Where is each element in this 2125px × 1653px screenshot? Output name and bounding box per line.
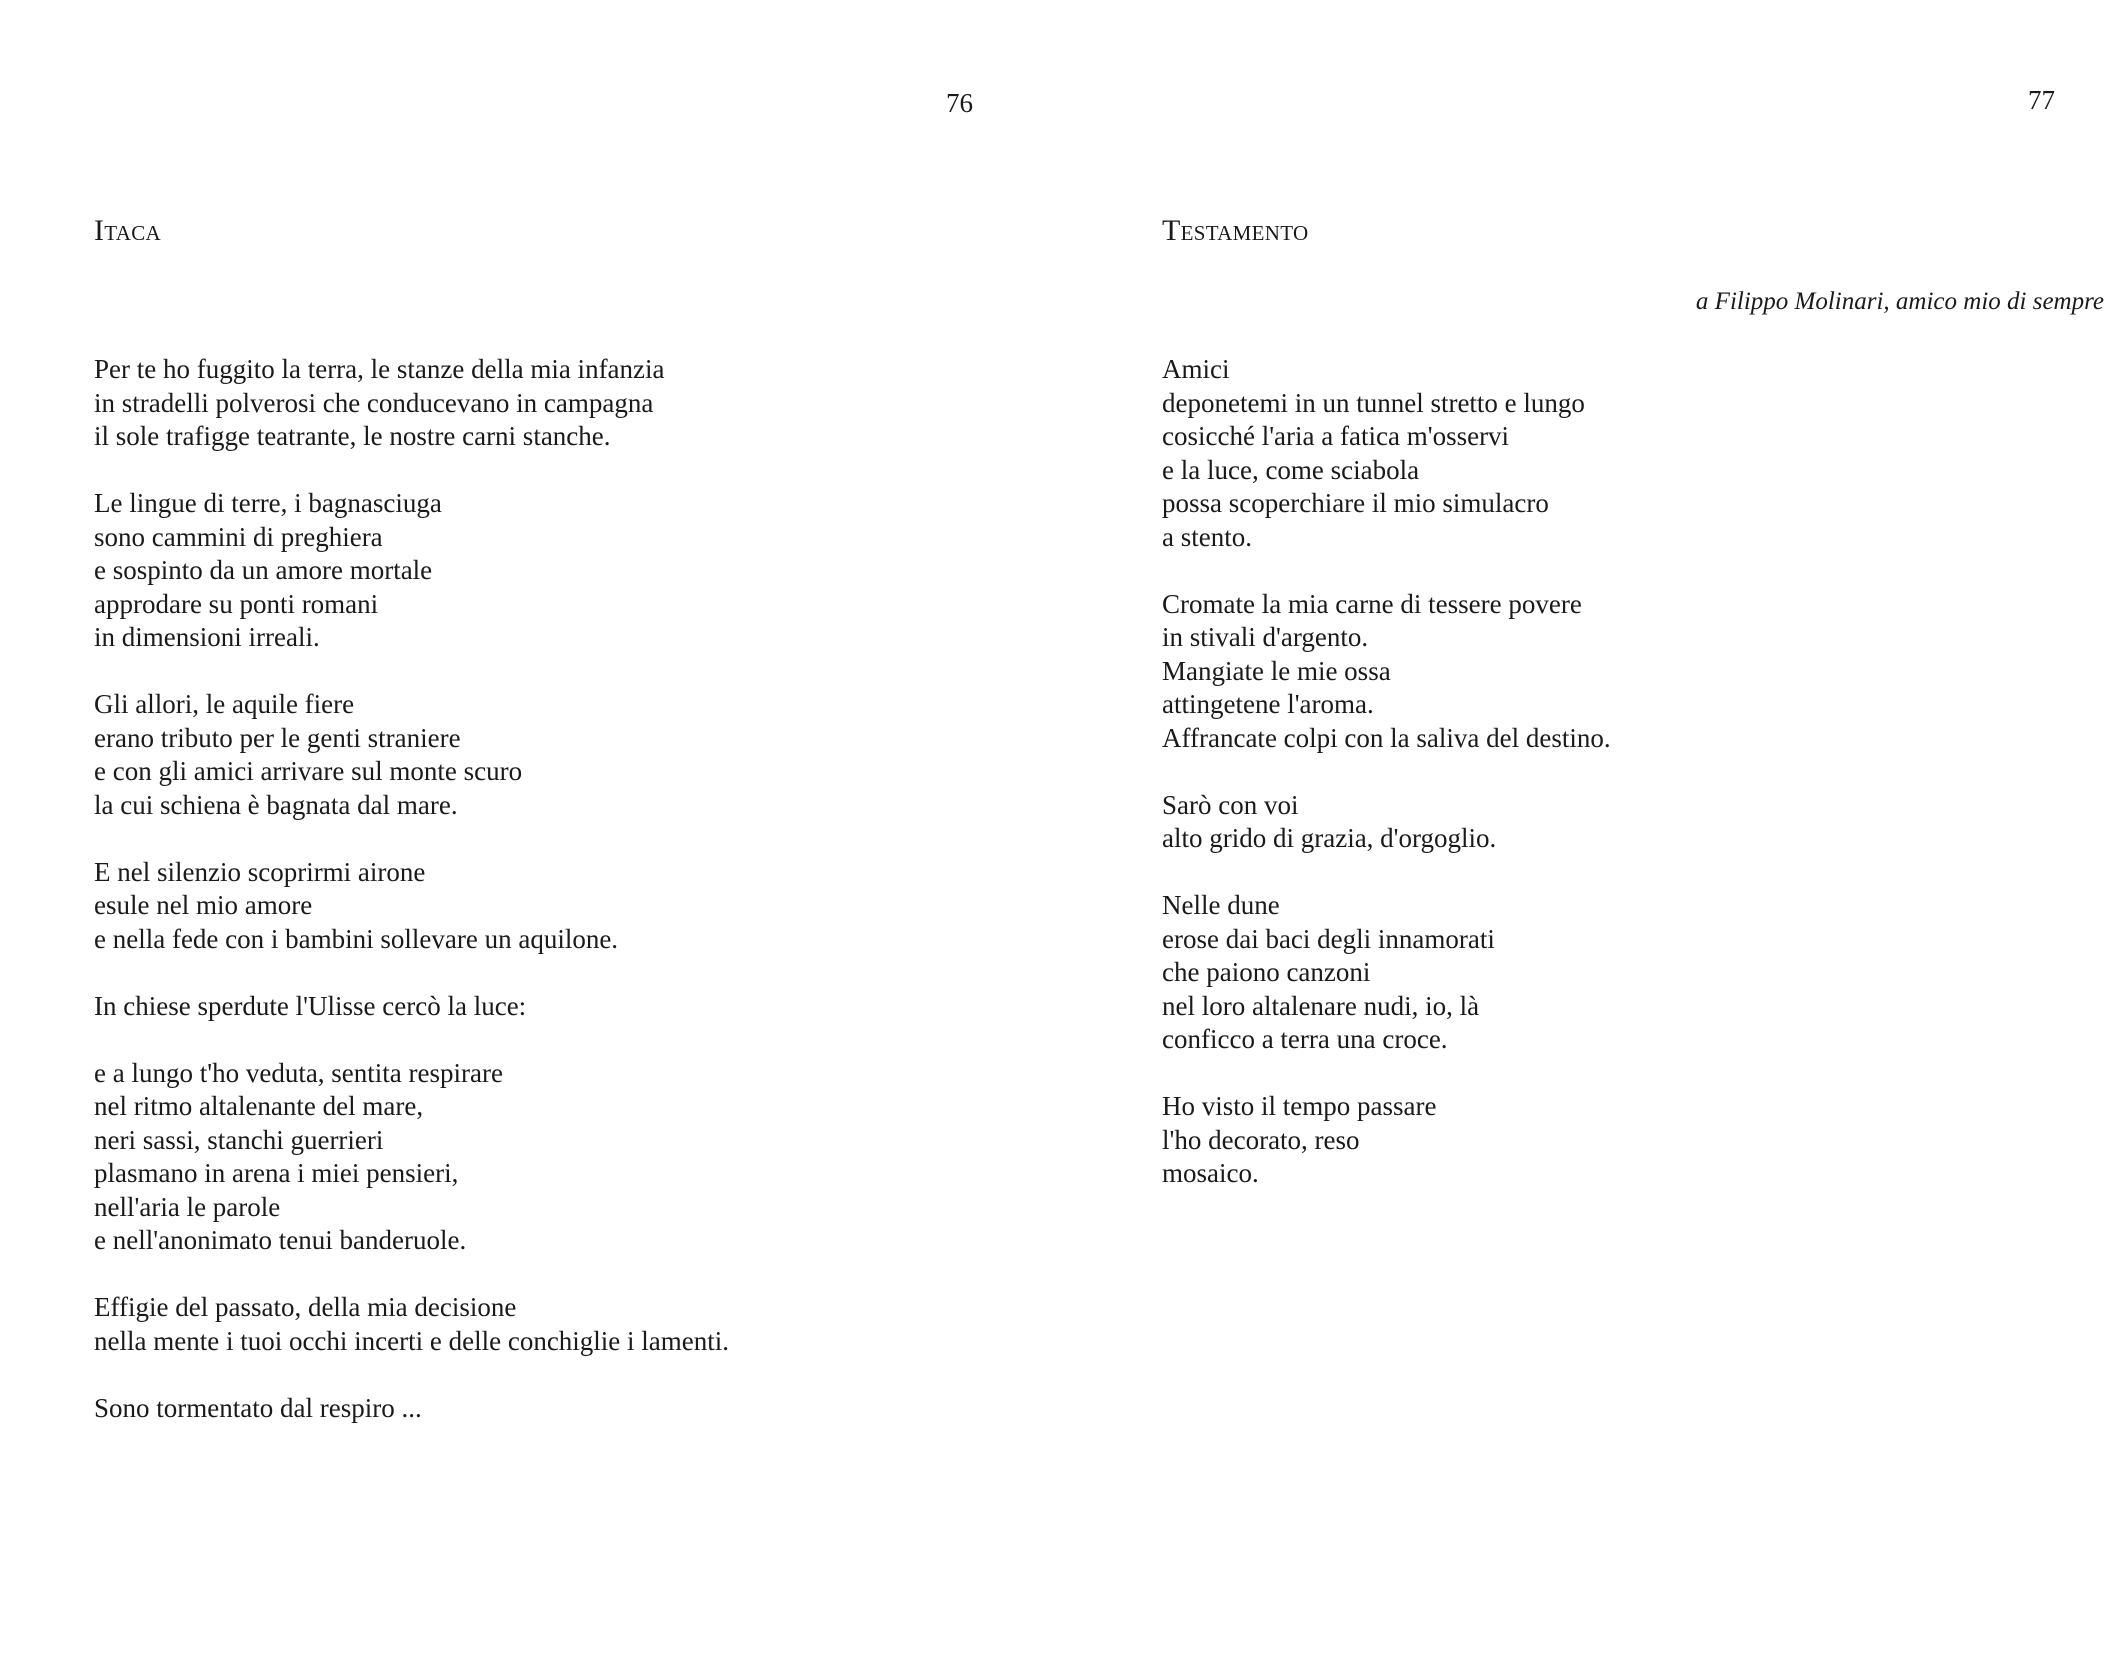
poem-line: cosicché l'aria a fatica m'osservi <box>1162 421 1510 451</box>
poem-line: Nelle dune <box>1162 890 1280 920</box>
poem-line: Sono tormentato dal respiro ... <box>94 1392 422 1423</box>
poem-line: E nel silenzio scoprirmi airone <box>94 856 426 887</box>
poem-line: approdare su ponti romani <box>94 588 379 619</box>
poem-line: nella mente i tuoi occhi incerti e delle conchiglie i lamenti. <box>94 1325 730 1356</box>
poem-line: nel loro altalenare nudi, io, là <box>1162 990 1480 1021</box>
poem-line: l'ho decorato, reso <box>1162 1124 1360 1155</box>
stanza <box>94 353 729 454</box>
poem-line: Ho visto il tempo passare <box>1162 1091 1437 1121</box>
poem-line: Le lingue di terre, i bagnasciuga <box>94 488 442 518</box>
poem-line: In chiese sperdute l'Ulisse cercò la luce: <box>94 990 527 1021</box>
poem-line: e nell'anonimato tenui banderuole. <box>94 1225 467 1255</box>
stanza <box>94 1392 729 1426</box>
poem-line: Gli allori, le aquile fiere <box>94 689 355 719</box>
poem-line: sono cammini di preghiera <box>94 521 383 552</box>
stanza <box>1162 588 1611 756</box>
poem-line: attingetene l'aroma. <box>1162 689 1374 719</box>
poem-line: Sarò con voi <box>1162 789 1299 820</box>
poem-line: Amici <box>1162 354 1230 384</box>
poem-line: la cui schiena è bagnata dal mare. <box>94 789 458 820</box>
poem-line: che paiono canzoni <box>1162 957 1371 987</box>
stanza <box>94 1057 729 1258</box>
poem-line: mosaico. <box>1162 1158 1259 1188</box>
page-number: 76 <box>946 88 973 118</box>
poem-line: in stradelli polverosi che conducevano in campagna <box>94 387 654 418</box>
poem-line: e a lungo t'ho veduta, sentita respirare <box>94 1057 503 1088</box>
stanza <box>94 688 729 822</box>
stanza <box>1162 1090 1611 1191</box>
poem-line: in stivali d'argento. <box>1162 622 1369 652</box>
poem-line: neri sassi, stanchi guerrieri <box>94 1124 384 1155</box>
poem-line: nell'aria le parole <box>94 1191 281 1222</box>
poem-line: e nella fede con i bambini sollevare un aquilone. <box>94 923 619 954</box>
poem-line: alto grido di grazia, d'orgoglio. <box>1162 823 1497 853</box>
poem-body <box>1162 353 1611 1224</box>
poem-line: Mangiate le mie ossa <box>1162 655 1391 686</box>
poem-title: Testamento <box>1162 214 1309 247</box>
poem-line: Per te ho fuggito la terra, le stanze della mia infanzia <box>94 354 665 384</box>
stanza <box>94 856 729 957</box>
dedication: a Filippo Molinari, amico mio di sempre <box>1695 288 2104 315</box>
poem-line: e sospinto da un amore mortale <box>94 555 433 585</box>
poem-line: Effigie del passato, della mia decisione <box>94 1292 517 1322</box>
poem-line: Cromate la mia carne di tessere povere <box>1162 588 1582 619</box>
poem-line: possa scoperchiare il mio simulacro <box>1162 488 1549 518</box>
poem-line: in dimensioni irreali. <box>94 622 320 652</box>
stanza <box>1162 353 1611 554</box>
poem-line: esule nel mio amore <box>94 890 313 920</box>
stanza <box>1162 889 1611 1057</box>
poem-line: il sole trafigge teatrante, le nostre carni stanche. <box>94 421 611 451</box>
stanza <box>94 487 729 655</box>
poem-line: e la luce, come sciabola <box>1162 454 1420 485</box>
stanza <box>94 1291 729 1358</box>
poem-line: plasmano in arena i miei pensieri, <box>94 1158 459 1188</box>
poem-line: a stento. <box>1162 521 1252 552</box>
left-page <box>0 0 1062 1653</box>
poem-line: nel ritmo altalenante del mare, <box>94 1091 424 1121</box>
stanza <box>94 990 729 1024</box>
poem-line: erano tributo per le genti straniere <box>94 722 461 753</box>
poem-line: erose dai baci degli innamorati <box>1162 923 1495 954</box>
poem-title: Itaca <box>94 214 161 247</box>
poem-line: e con gli amici arrivare sul monte scuro <box>94 756 523 786</box>
poem-body <box>94 353 729 1459</box>
page-number: 77 <box>2028 85 2055 115</box>
poem-line: Affrancate colpi con la saliva del destino. <box>1162 722 1611 753</box>
stanza <box>1162 789 1611 856</box>
poem-line: conficco a terra una croce. <box>1162 1024 1448 1054</box>
right-page <box>1062 0 2125 1653</box>
poem-line: deponetemi in un tunnel stretto e lungo <box>1162 387 1585 418</box>
